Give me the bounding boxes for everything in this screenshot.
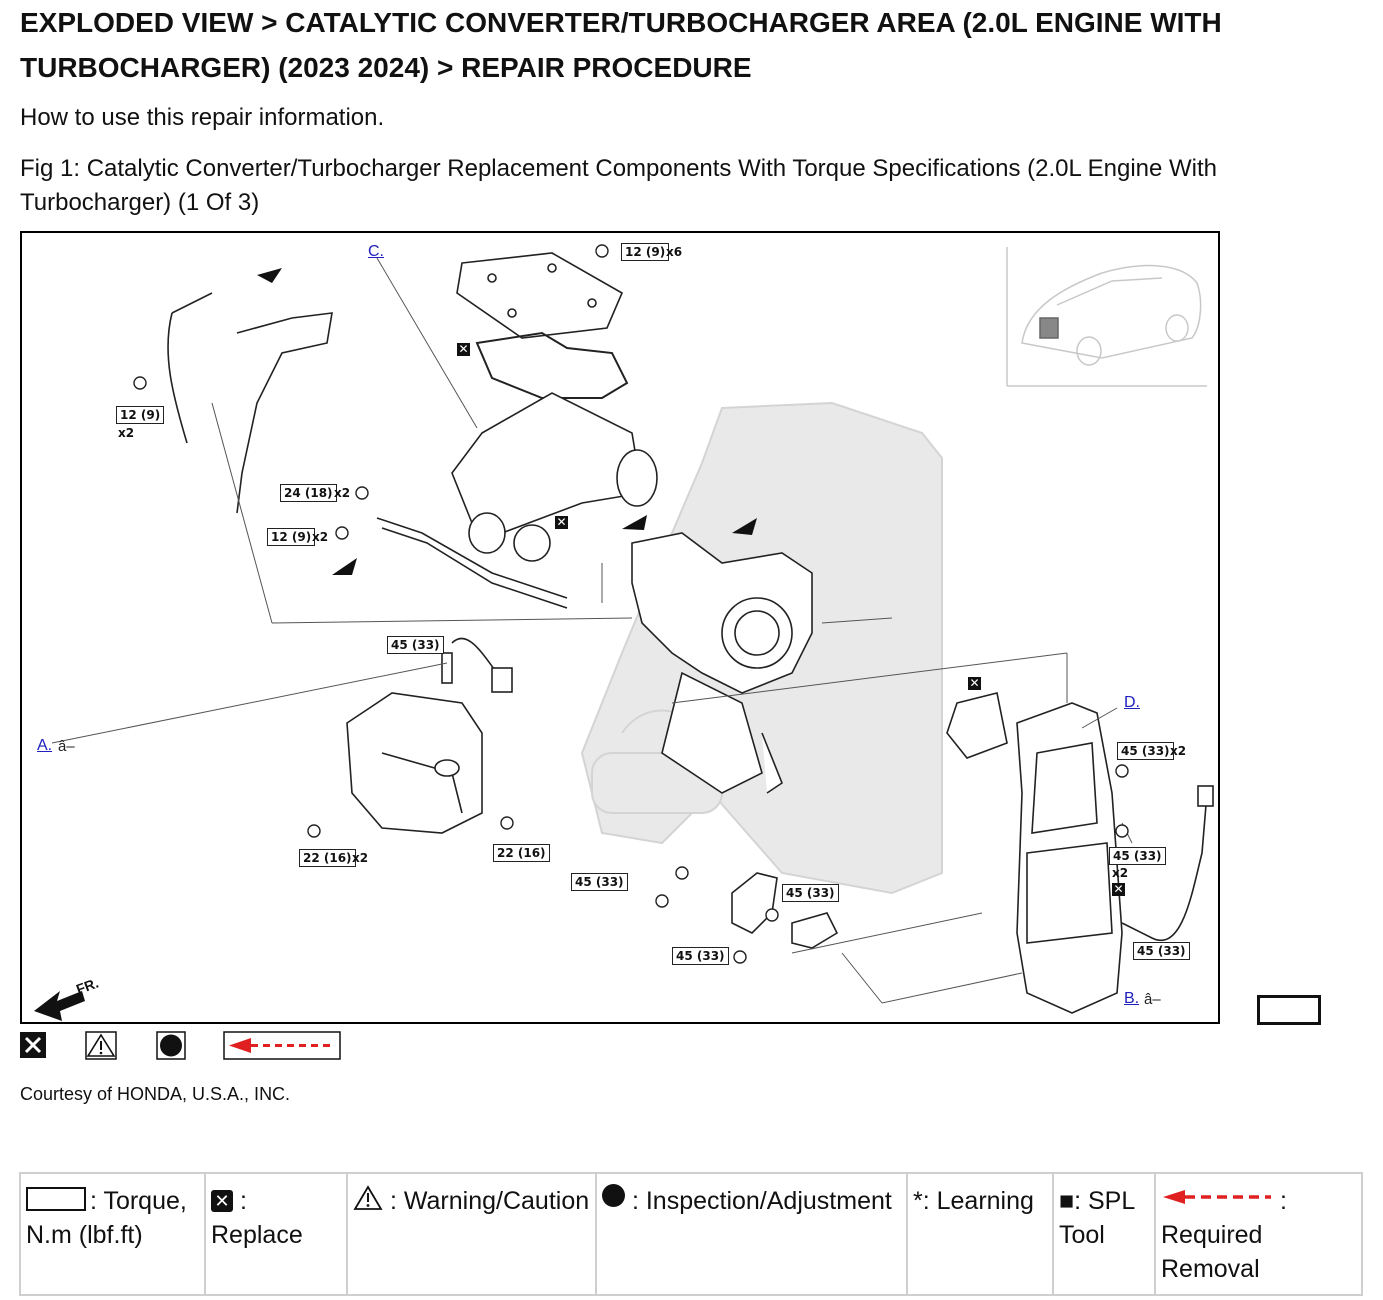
quantity-label: x2 (1112, 866, 1129, 880)
ref-link-c[interactable]: C. (368, 243, 384, 260)
torque-callout: 22 (16) (299, 849, 356, 867)
gasket-outline (477, 333, 627, 398)
ref-link-b[interactable]: B. (1124, 990, 1140, 1007)
torque-box-icon (1257, 995, 1321, 1025)
legend-cell-spl-tool (1053, 1173, 1155, 1295)
oxygen-sensor-upper (442, 638, 512, 692)
legend-required-removal-text: : Required Removal (1161, 1187, 1287, 1283)
replace-mark-icon: ✕ (458, 342, 469, 356)
leader-lines (52, 258, 1132, 1003)
x-box-icon: ✕ (211, 1190, 233, 1212)
torque-callout: 45 (33) (571, 873, 628, 891)
ref-link-d[interactable]: D. (1124, 694, 1140, 711)
howto-link[interactable]: How to use this repair information. (20, 104, 385, 131)
quantity-label: x2 (334, 486, 351, 500)
torque-callout: 12 (9) (116, 406, 164, 424)
quantity-label: x2 (118, 426, 135, 440)
replace-mark-icon: ✕ (556, 515, 567, 529)
legend-replace-text: : Replace (211, 1187, 303, 1249)
figure-caption: Fig 1: Catalytic Converter/Turbocharger Replacement Components With Torque Specifications (2.0L Engine With Turbocharger) (1 Of 3) (20, 155, 1218, 216)
legend-cell-replace (205, 1173, 347, 1295)
torque-callout: 22 (16) (493, 844, 550, 862)
catalytic-converter (947, 693, 1122, 1013)
replace-mark-icon: ✕ (1113, 882, 1124, 896)
legend-cell-learning (907, 1173, 1053, 1295)
legend-table (19, 1172, 1363, 1296)
quantity-label: x2 (352, 851, 369, 865)
legend-cell-warning (347, 1173, 596, 1295)
x-box-icon (20, 1032, 46, 1058)
torque-callout: 12 (9) (267, 528, 315, 546)
page-title: EXPLODED VIEW > CATALYTIC CONVERTER/TURBOCHARGER AREA (2.0L ENGINE WITH TURBOCHARGER) (2023 2024) > REPAIR PROCEDURE (20, 7, 1222, 83)
ref-link-a[interactable]: A. (37, 737, 53, 754)
turbo-outlet-pipe (452, 393, 657, 561)
courtesy-note: Courtesy of HONDA, U.S.A., INC. (20, 1084, 291, 1104)
ref-suffix-b: â– (1144, 991, 1161, 1008)
legend-spl-tool-text: ■: SPL Tool (1059, 1187, 1135, 1249)
torque-callout: 45 (33) (782, 884, 839, 902)
red-dashed-arrow-icon (224, 1032, 340, 1059)
vehicle-thumbnail (1007, 247, 1207, 386)
front-label: FR. (73, 974, 101, 998)
symbol-legend-strip (19, 1031, 359, 1061)
torque-callout: 45 (33) (672, 947, 729, 965)
torque-callout: 24 (18) (280, 484, 337, 502)
torque-callout: 12 (9) (621, 243, 669, 261)
torque-callout: 45 (33) (1117, 742, 1174, 760)
lower-heat-shield (347, 693, 482, 833)
quantity-label: x2 (1170, 744, 1187, 758)
legend-cell-torque (20, 1173, 205, 1295)
legend-torque-text: : Torque, N.m (lbf.ft) (26, 1187, 187, 1249)
ref-suffix-a: â– (58, 738, 75, 755)
legend-learning-text: *: Learning (913, 1187, 1034, 1215)
red-dashed-arrow-icon (1161, 1187, 1273, 1207)
replace-mark-icon: ✕ (969, 676, 980, 690)
front-arrow (34, 991, 85, 1021)
legend-inspection-text: : Inspection/Adjustment (631, 1187, 892, 1215)
filled-circle-icon (602, 1184, 625, 1207)
torque-box-icon (26, 1187, 86, 1211)
torque-callout: 45 (33) (387, 636, 444, 654)
warning-triangle-icon (353, 1185, 383, 1211)
torque-callout: 45 (33) (1109, 847, 1166, 865)
quantity-label: x2 (312, 530, 329, 544)
torque-callout: 45 (33) (1133, 942, 1190, 960)
quantity-label: x6 (666, 245, 683, 259)
legend-cell-inspection (596, 1173, 907, 1295)
filled-circle-icon (157, 1032, 185, 1059)
exploded-view-diagram (20, 231, 1220, 1024)
legend-cell-required-removal (1155, 1173, 1362, 1295)
upper-heat-shield (457, 253, 622, 338)
legend-warning-text: : Warning/Caution (389, 1187, 590, 1215)
oxygen-sensor-lower-wire (1122, 793, 1207, 940)
diagram-drawing (22, 233, 1218, 1022)
warning-triangle-icon (86, 1032, 116, 1059)
